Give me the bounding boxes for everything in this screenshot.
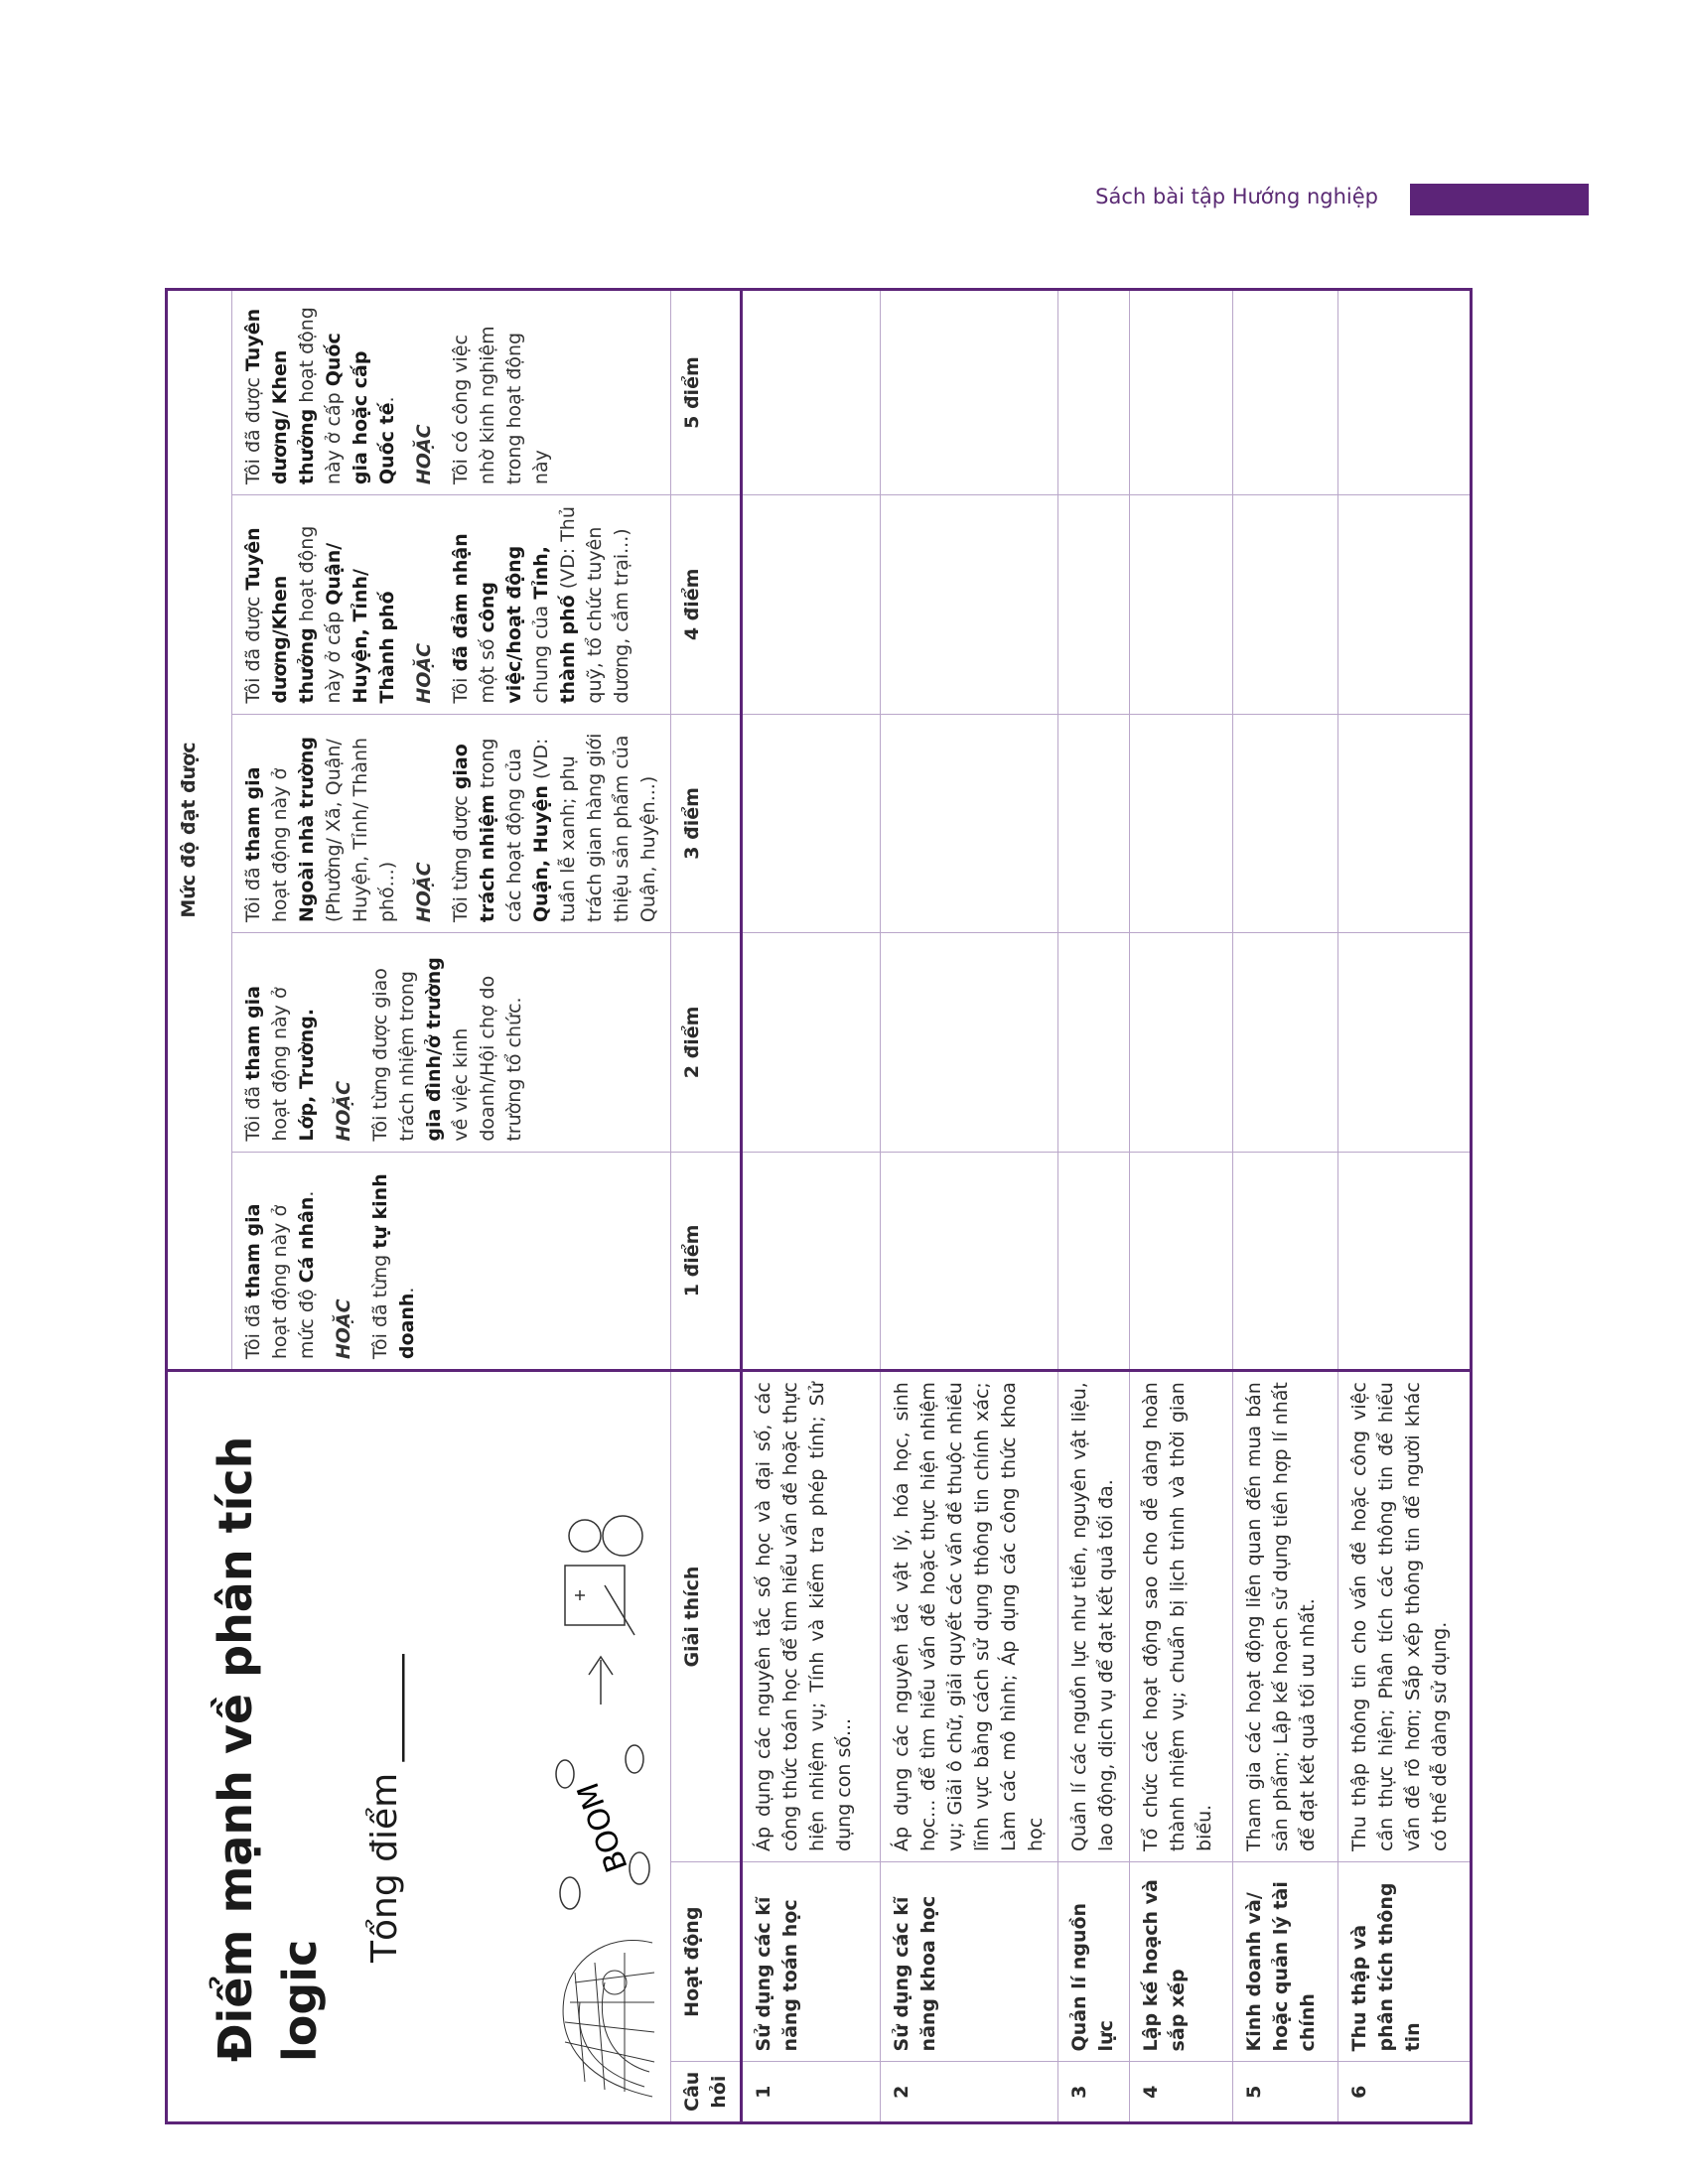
activity-explanation: Tổ chức các hoạt động sao cho dễ dàng hoàn thành nhiệm vụ; chuẩn bị lịch trình và thời gian biểu. (1130, 1371, 1233, 1862)
score-cell-1[interactable] (1338, 1152, 1472, 1371)
question-number: 5 (1233, 2062, 1338, 2123)
activity-explanation: Áp dụng các nguyên tắc vật lý, hóa học, sinh học... để tìm hiểu vấn đề hoặc thực hiện nhiệm vụ; Giải ô chữ, giải quyết các vấn đề thuộc nhiều lĩnh vực bằng cách sử dụng thông tin chính xác; Làm các mô hình; Áp dụng các công thức khoa học (881, 1371, 1058, 1862)
activity-name: Sử dụng các kĩ năng khoa học (881, 1861, 1058, 2061)
level-3-criteria: Tôi đã tham gia hoạt động này ở Ngoài nhà trường (Phường/ Xã, Quận/ Huyện, Tỉnh/ Thành phố...) HOẶC Tôi từng được giao trách nhiệm trong các hoạt động của Quận, Huyện (VD: tuần lễ xanh; phụ trách gian hàng giới thiệu sản phẩm của Quận, huyện...) (232, 714, 671, 933)
activity-explanation: Áp dụng các nguyên tắc số học và đại số, các công thức toán học để tìm hiểu vấn đề hoặc thực hiện nhiệm vụ; Tính và kiểm tra phép tính; Sử dụng con số... (742, 1371, 881, 1862)
col-header-question: Câu hỏi (670, 2062, 742, 2123)
title-cell (167, 1371, 671, 2123)
total-score-field[interactable]: Tổng điểm ______ (363, 1654, 405, 1963)
activity-name: Thu thập và phân tích thông tin (1338, 1861, 1472, 2061)
table-row (1338, 290, 1472, 2123)
score-cell-2[interactable] (1233, 933, 1338, 1153)
table-row (742, 290, 881, 2123)
score-cell-4[interactable] (1233, 495, 1338, 715)
question-number: 2 (881, 2062, 1058, 2123)
score-cell-4[interactable] (881, 495, 1058, 715)
col-header-activity: Hoạt động (670, 1861, 742, 2061)
score-cell-1[interactable] (881, 1152, 1058, 1371)
worksheet-table (165, 288, 1473, 2124)
book-title: Sách bài tập Hướng nghiệp (1095, 185, 1378, 208)
activity-name: Quản lí nguồn lực (1058, 1861, 1130, 2061)
score-cell-5[interactable] (1338, 290, 1472, 495)
score-cell-5[interactable] (742, 290, 881, 495)
score-cell-3[interactable] (742, 714, 881, 933)
question-number: 1 (742, 2062, 881, 2123)
question-number: 4 (1130, 2062, 1233, 2123)
level-5-criteria: Tôi đã được Tuyên dương/ Khen thưởng hoạt động này ở cấp Quốc gia hoặc cấp Quốc tế. HOẶC Tôi có công việc nhờ kinh nghiệm trong hoạt động này (232, 290, 671, 495)
col-header-level-1: 1 điểm (670, 1152, 742, 1371)
header-accent-bar (1410, 184, 1589, 215)
score-cell-5[interactable] (1130, 290, 1233, 495)
score-cell-4[interactable] (1338, 495, 1472, 715)
score-cell-1[interactable] (1130, 1152, 1233, 1371)
score-cell-2[interactable] (1338, 933, 1472, 1153)
table-row (1130, 290, 1233, 2123)
score-cell-2[interactable] (1130, 933, 1233, 1153)
table-row (881, 290, 1058, 2123)
score-cell-1[interactable] (742, 1152, 881, 1371)
level-2-criteria: Tôi đã tham gia hoạt động này ở Lớp, Trường. HOẶC Tôi từng được giao trách nhiệm trong gia đình/ở trường về việc kinh doanh/Hội chợ do trường tổ chức. (232, 933, 671, 1153)
svg-text:BOOM: BOOM (570, 1777, 635, 1877)
score-cell-3[interactable] (1338, 714, 1472, 933)
level-header: Mức độ đạt được (167, 290, 232, 1371)
question-number: 6 (1338, 2062, 1472, 2123)
score-cell-5[interactable] (881, 290, 1058, 495)
score-cell-3[interactable] (1058, 714, 1130, 933)
col-header-explanation: Giải thích (670, 1371, 742, 1862)
score-cell-4[interactable] (742, 495, 881, 715)
activity-explanation: Thu thập thông tin cho vấn đề hoặc công việc cần thực hiện; Phân tích các thông tin để hiểu vấn đề rõ hơn; Sắp xếp thông tin để người khác có thể dễ dàng sử dụng. (1338, 1371, 1472, 1862)
question-number: 3 (1058, 2062, 1130, 2123)
score-cell-3[interactable] (1233, 714, 1338, 933)
score-cell-3[interactable] (881, 714, 1058, 933)
score-cell-4[interactable] (1058, 495, 1130, 715)
level-1-criteria: Tôi đã tham gia hoạt động này ở mức độ Cá nhân. HOẶC Tôi đã từng tự kinh doanh. (232, 1152, 671, 1371)
score-cell-4[interactable] (1130, 495, 1233, 715)
col-header-level-2: 2 điểm (670, 933, 742, 1153)
level-4-criteria: Tôi đã được Tuyên dương/Khen thưởng hoạt động này ở cấp Quận/ Huyện, Tỉnh/ Thành phố HOẶC Tôi đã đảm nhận một số công việc/hoạt động chung của Tỉnh, thành phố (VD: Thủ quỹ, tổ chức tuyên dương, cắm trại...) (232, 495, 671, 715)
worksheet-title: Điểm mạnh về phân tích logic (209, 1435, 328, 2062)
score-cell-3[interactable] (1130, 714, 1233, 933)
score-cell-2[interactable] (881, 933, 1058, 1153)
cartoon-illustration (545, 1506, 656, 2102)
score-cell-2[interactable] (742, 933, 881, 1153)
col-header-level-4: 4 điểm (670, 495, 742, 715)
worksheet-table-rotated (165, 288, 1452, 2124)
score-cell-5[interactable] (1233, 290, 1338, 495)
activity-name: Kinh doanh và/ hoặc quản lý tài chính (1233, 1861, 1338, 2061)
activity-explanation: Tham gia các hoạt động liên quan đến mua bán sản phẩm; Lập kế hoạch sử dụng tiền hợp lí nhất để đạt kết quả tối ưu nhất. (1233, 1371, 1338, 1862)
score-cell-1[interactable] (1233, 1152, 1338, 1371)
activity-name: Sử dụng các kĩ năng toán học (742, 1861, 881, 2061)
col-header-level-5: 5 điểm (670, 290, 742, 495)
score-cell-1[interactable] (1058, 1152, 1130, 1371)
table-row (1058, 290, 1130, 2123)
score-cell-2[interactable] (1058, 933, 1130, 1153)
col-header-level-3: 3 điểm (670, 714, 742, 933)
activity-name: Lập kế hoạch và sắp xếp (1130, 1861, 1233, 2061)
score-cell-5[interactable] (1058, 290, 1130, 495)
table-row (1233, 290, 1338, 2123)
activity-explanation: Quản lí các nguồn lực như tiền, nguyên vật liệu, lao động, dịch vụ để đạt kết quả tối đa. (1058, 1371, 1130, 1862)
